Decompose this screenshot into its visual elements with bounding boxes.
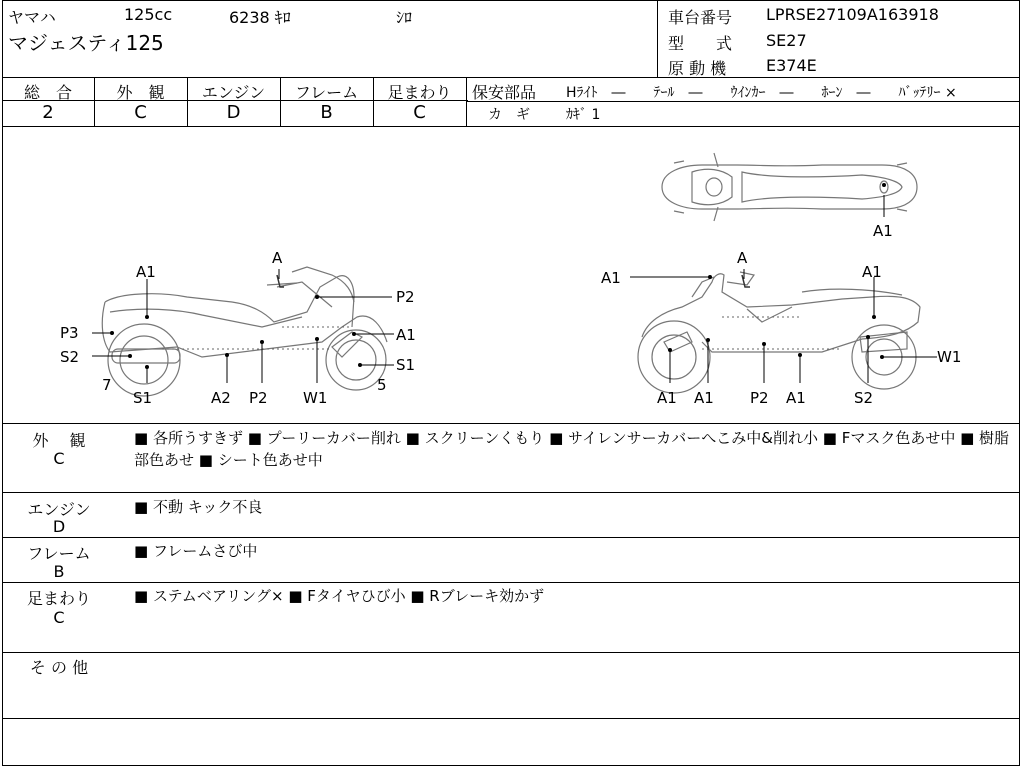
- grade-suspension-label: 足まわり: [387, 83, 452, 102]
- divider-note-5: [2, 718, 1020, 719]
- grade-engine-label: エンジン: [201, 83, 266, 102]
- engine-label: 原 動 機: [668, 59, 727, 78]
- left-label-s2: S2: [60, 348, 80, 366]
- type-label: 型 式: [668, 34, 733, 53]
- note-exterior-grade: C: [53, 449, 65, 468]
- left-label-a1-right: A1: [396, 326, 416, 344]
- safety-label: 保安部品: [472, 83, 537, 102]
- right-label-a: A: [737, 249, 748, 267]
- grade-suspension-value: C: [413, 102, 426, 123]
- key-label: カ ギ: [488, 107, 530, 123]
- note-engine-grade: D: [52, 517, 66, 536]
- divider-diagram-bottom: [2, 423, 1020, 424]
- note-frame-grade: B: [53, 562, 65, 581]
- right-label-p2: P2: [750, 389, 769, 407]
- note-frame-label: フレーム: [27, 544, 91, 563]
- note-suspension-grade: C: [53, 608, 65, 627]
- note-other-label: そ の 他: [29, 658, 89, 677]
- left-label-7: 7: [102, 376, 112, 394]
- left-label-p2: P2: [396, 288, 415, 306]
- key-value: ｶｷﾞ 1: [566, 107, 601, 123]
- engine-value: E374E: [766, 56, 817, 75]
- right-label-a1-bottom-2: A1: [694, 389, 714, 407]
- type-value: SE27: [766, 31, 807, 50]
- right-label-a1-left: A1: [601, 269, 621, 287]
- divider-header-right: [657, 0, 658, 77]
- grade-exterior-value: C: [134, 102, 147, 123]
- divider-header: [2, 77, 1020, 78]
- left-label-s1-bottom: S1: [133, 389, 153, 407]
- grade-exterior-label: 外 観: [116, 83, 165, 102]
- right-label-a1-bottom-3: A1: [786, 389, 806, 407]
- note-frame-text: ■ フレームさび中: [134, 542, 258, 560]
- left-label-a: A: [272, 249, 283, 267]
- maker: ヤマハ: [8, 8, 56, 27]
- divider-grade-5: [466, 77, 467, 126]
- scooter-right-view: [638, 272, 920, 393]
- note-exterior-label: 外 観: [32, 431, 86, 450]
- grade-engine-value: D: [226, 102, 241, 123]
- frame-number-label: 車台番号: [668, 8, 733, 27]
- left-label-w1: W1: [303, 389, 328, 407]
- scooter-top-view: [662, 153, 917, 221]
- note-suspension-text: ■ ステムベアリング× ■ Fタイヤひび小 ■ Rブレーキ効かず: [134, 587, 545, 605]
- left-label-p2-bottom: P2: [249, 389, 268, 407]
- mileage: 6238 ｷﾛ: [229, 8, 291, 27]
- divider-note-3: [2, 582, 1020, 583]
- scooter-left-view: [102, 267, 387, 396]
- note-engine-label: エンジン: [27, 500, 91, 519]
- grade-frame-label: フレーム: [294, 83, 359, 102]
- right-label-a1-top: A1: [862, 263, 882, 281]
- divider-note-4: [2, 652, 1020, 653]
- left-label-s1-right: S1: [396, 356, 416, 374]
- note-engine-text: ■ 不動 キック不良: [134, 498, 263, 516]
- divider-note-1: [2, 492, 1020, 493]
- displacement: 125cc: [124, 5, 173, 24]
- damage-diagram: [2, 127, 1020, 423]
- left-label-p3: P3: [60, 324, 79, 342]
- color: ｼﾛ: [396, 8, 413, 27]
- grade-overall-label: 総 合: [23, 83, 72, 102]
- left-label-5: 5: [377, 376, 387, 394]
- grade-overall-value: 2: [42, 102, 54, 123]
- frame-number: LPRSE27109A163918: [766, 5, 939, 24]
- model-name: マジェスティ125: [8, 31, 164, 55]
- grade-frame-value: B: [320, 102, 333, 123]
- right-label-w1: W1: [937, 348, 962, 366]
- left-label-a2: A2: [211, 389, 231, 407]
- right-label-a1-bottom-1: A1: [657, 389, 677, 407]
- left-label-a1-top: A1: [136, 263, 156, 281]
- note-suspension-label: 足まわり: [26, 589, 91, 608]
- safety-items: Hﾗｲﾄ ― ﾃｰﾙ ― ｳｲﾝｶｰ ― ﾎｰﾝ ― ﾊﾞｯﾃﾘｰ ×: [566, 85, 957, 101]
- right-label-s2: S2: [854, 389, 874, 407]
- top-label-a1: A1: [873, 222, 893, 240]
- divider-note-2: [2, 537, 1020, 538]
- note-exterior-text: ■ 各所うすきず ■ プーリーカバー削れ ■ スクリーンくもり ■ サイレンサーカバーへこみ中&削れ小 ■ Fマスク色あせ中 ■ 樹脂部色あせ ■ シート色あせ中: [134, 429, 1010, 469]
